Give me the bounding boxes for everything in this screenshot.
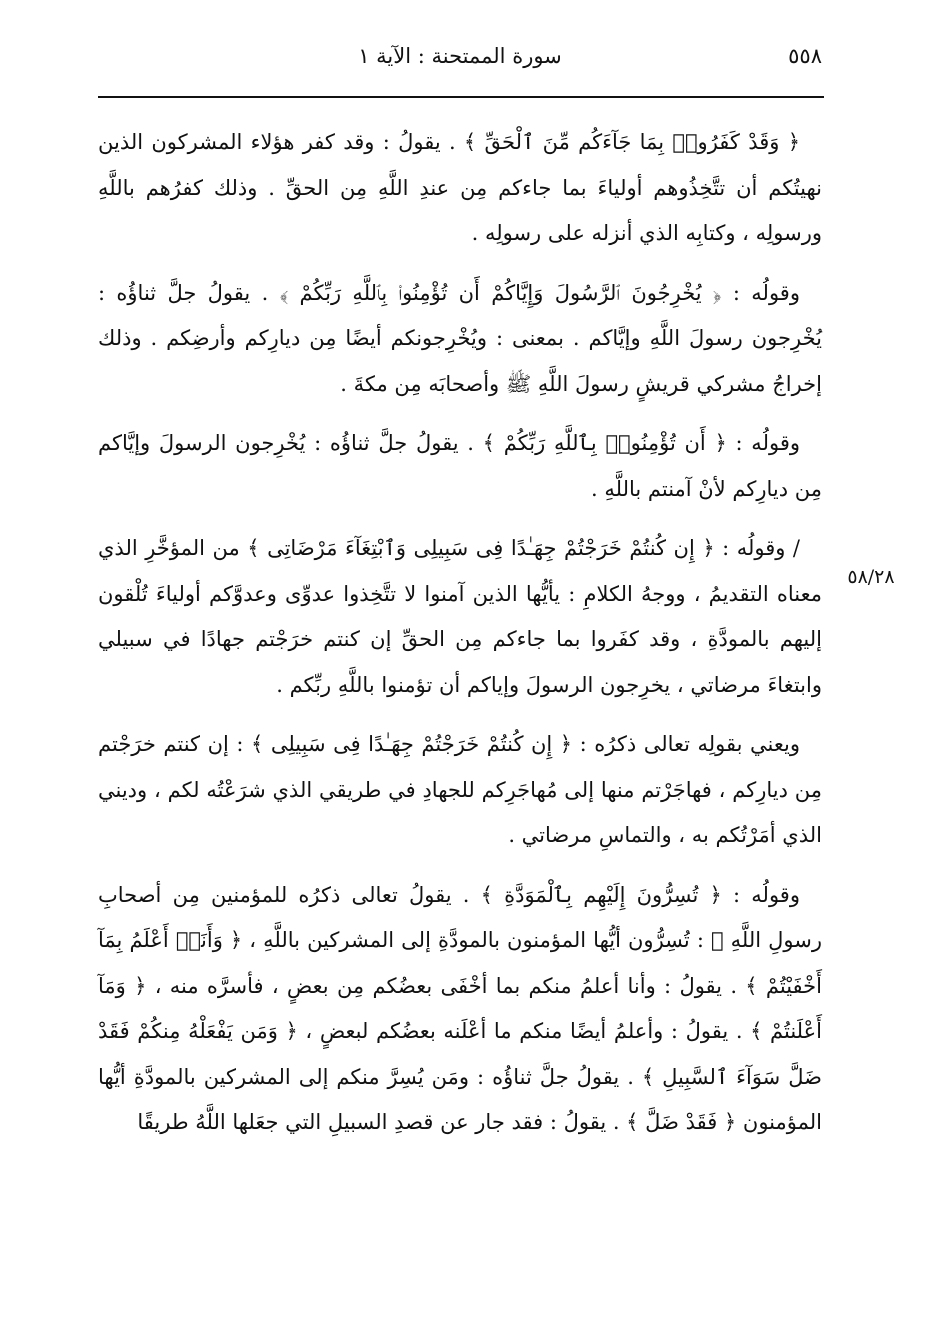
paragraph-4: / وقولُه : ﴿ إِن كُنتُمْ خَرَجْتُمْ جِهَـٰدًا فِى سَبِيلِى وَٱبْتِغَآءَ مَرْضَاتِى ﴾ من المؤخَّرِ الذي معناه التقديمُ ، ووجهُ الكلامِ : يأيُّها الذين آمنوا لا تتَّخِذوا عدوِّى وعدوَّكم أولياءَ تُلْقون إليهم بالمودَّةِ ، وقد كفَروا بما جاءكم مِن الحقِّ إن كنتم خرَجْتم جهادًا في سبيلي وابتغاءَ مرضاتي ، يخرِجون الرسولَ وإياكم أن تؤمنوا باللَّهِ ربِّكم . (98, 536, 822, 697)
paragraph-6: وقولُه : ﴿ تُسِرُّونَ إِلَيْهِم بِٱلْمَوَدَّةِ ﴾ . يقولُ تعالى ذكرُه للمؤمنين مِن أصحابِ رسولِ اللَّهِ ﷺ : تُسِرُّون أيُّها المؤمنون بالمودَّةِ إلى المشركين باللَّهِ ، ﴿ وَأَنَا۠ أَعْلَمُ بِمَآ أَخْفَيْتُمْ ﴾ . يقولُ : وأنا أعلمُ منكم بما أخْفَى بعضُكم مِن بعضٍ ، فأسرَّه منه ، ﴿ وَمَآ أَعْلَنتُمْ ﴾ . يقولُ : وأعلمُ أيضًا منكم ما أعْلَنه بعضُكم لبعضٍ ، ﴿ وَمَن يَفْعَلْهُ مِنكُمْ فَقَدْ ضَلَّ سَوَآءَ ٱلسَّبِيلِ ﴾ . يقولُ جلَّ ثناؤُه : ومَن يُسِرَّ منكم إلى المشركين بالمودَّةِ أيُّها المؤمنون ﴿ فَقَدْ ضَلَّ ﴾ . يقولُ : فقد جار عن قصدِ السبيلِ التي جعَلها اللَّهُ طريقًا (98, 882, 822, 1134)
paragraph-3: وقولُه : ﴿ أَن تُؤْمِنُوا۟ بِٱللَّهِ رَبِّكُمْ ﴾ . يقولُ جلَّ ثناؤُه : يُخْرِجون الرسولَ وإيَّاكم مِن ديارِكم لأنْ آمنتم باللَّهِ . (98, 431, 822, 501)
paragraph-1: ﴿ وَقَدْ كَفَرُوا۟ بِمَا جَآءَكُم مِّنَ ٱلْحَقِّ ﴾ . يقولُ : وقد كفر هؤلاء المشركون الذين نهيتُكم أن تتَّخِذُوهم أولياءَ بما جاءكم مِن عندِ اللَّهِ مِن الحقِّ . وذلك كفرُهم باللَّهِ ورسولِه ، وكتابِه الذي أنزله على رسولِه . (98, 130, 822, 245)
running-title: سورة الممتحنة : الآية ١ (358, 44, 562, 68)
paragraph-2: وقولُه : ﴿ يُخْرِجُونَ ٱلرَّسُولَ وَإِيَّاكُمْ أَن تُؤْمِنُوا۟ بِٱللَّهِ رَبِّكُمْ ﴾ . يقولُ جلَّ ثناؤُه : يُخْرِجون رسولَ اللَّهِ وإيَّاكم . بمعنى : ويُخْرِجونكم أيضًا مِن ديارِكم وأرضِكم . وذلك إخراجُ مشركي قريشٍ رسولَ اللَّهِ ﷺ وأصحابَه مِن مكةَ . (98, 280, 822, 396)
margin-reference: ٥٨/٢٨ (847, 566, 895, 588)
page-number: ٥٥٨ (788, 44, 822, 68)
paragraph-5: ويعني بقولِه تعالى ذكرُه : ﴿ إِن كُنتُمْ خَرَجْتُمْ جِهَـٰدًا فِى سَبِيلِى ﴾ : إن كنتم خرَجْتم مِن ديارِكم ، فهاجَرْتم منها إلى مُهاجَرِكم للجهادِ في طريقي الذي شرَعْتُه لكم ، وديني الذي أمَرْتُكم به ، والتماسِ مرضاتي . (98, 732, 822, 847)
page-header (98, 38, 822, 90)
header-rule (98, 96, 824, 98)
text-body (98, 120, 822, 1160)
